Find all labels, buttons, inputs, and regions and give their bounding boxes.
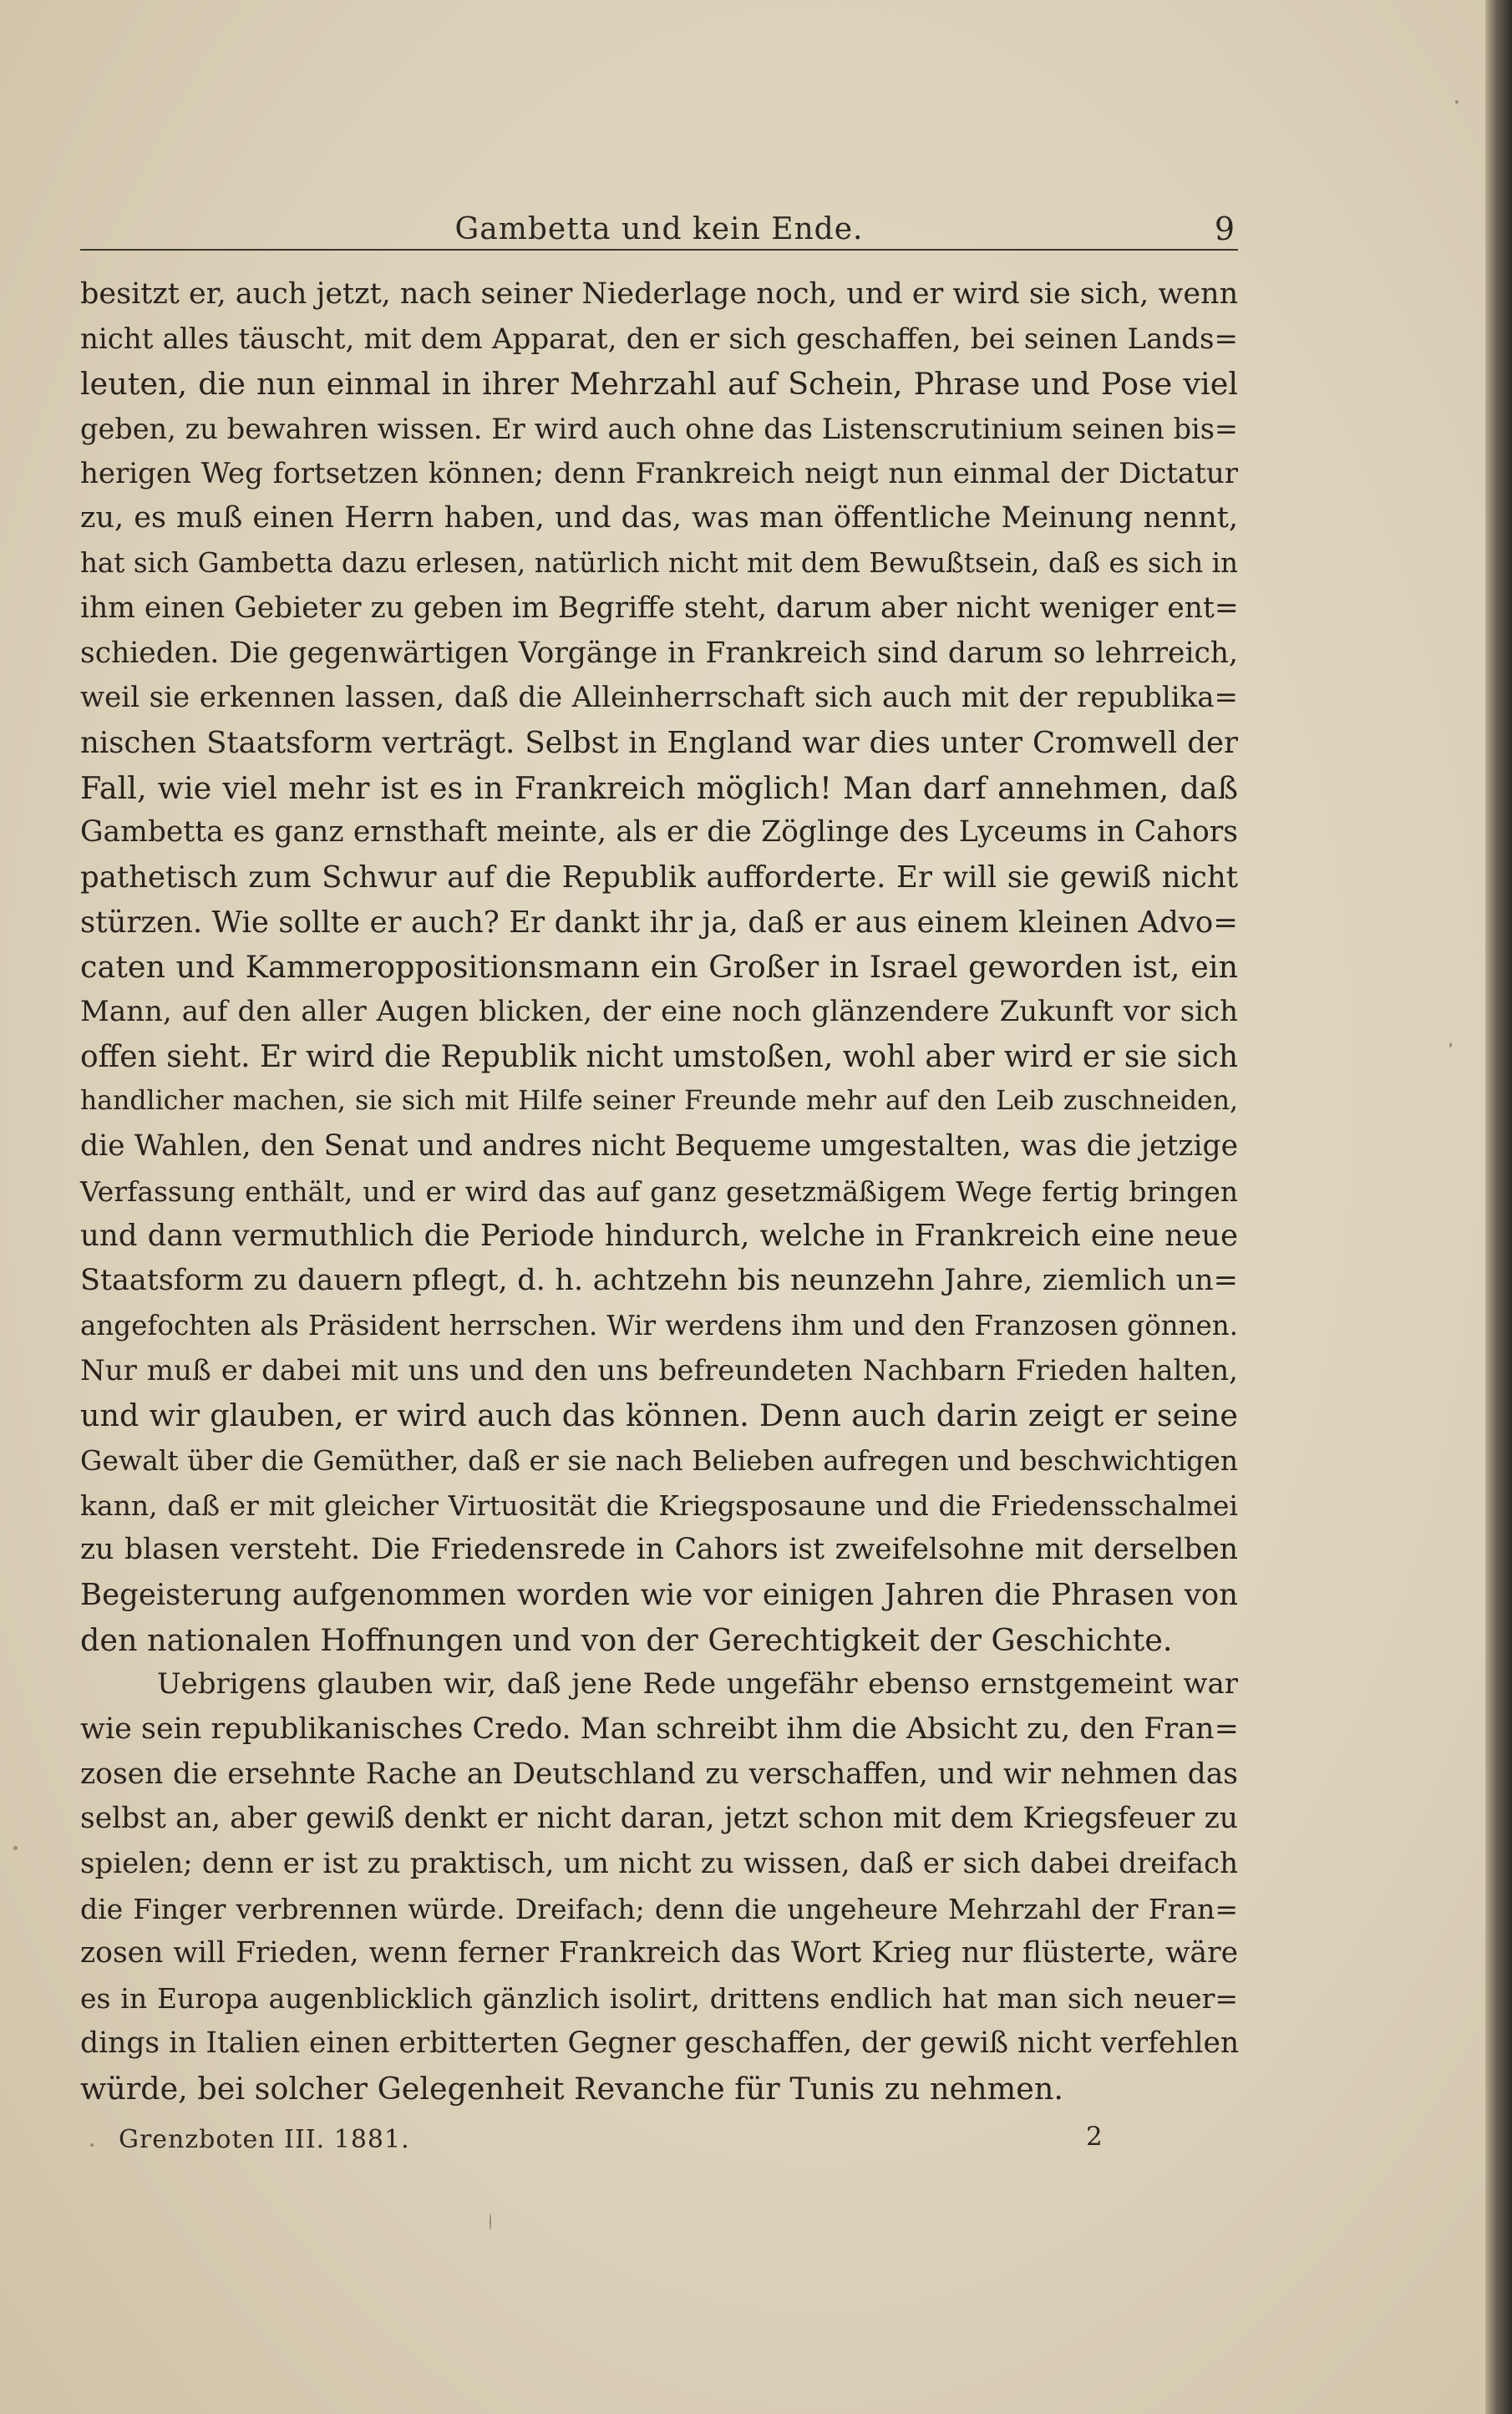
text-line: zosen will Frieden, wenn ferner Frankreich das Wort Krieg nur flüsterte, wäre (80, 1936, 1238, 1970)
text-line: zu, es muß einen Herrn haben, und das, was man öffentliche Meinung nennt, (80, 501, 1238, 535)
text-line: zu blasen versteht. Die Friedensrede in Cahors ist zweifelsohne mit derselben (80, 1533, 1238, 1567)
running-title: Gambetta und kein Ende. (454, 212, 864, 246)
text-line: besitzt er, auch jetzt, nach seiner Niederlage noch, und er wird sie sich, wenn (80, 277, 1239, 311)
text-line: pathetisch zum Schwur auf die Republik aufforderte. Er will sie gewiß nicht (80, 860, 1238, 895)
text-line: Fall, wie viel mehr ist es in Frankreich möglich! Man darf annehmen, daß (80, 769, 1238, 806)
text-line: hat sich Gambetta dazu erlesen, natürlich nicht mit dem Bewußtsein, daß es sich in (80, 547, 1238, 580)
text-line: die Finger verbrennen würde. Dreifach; denn die ungeheure Mehrzahl der Fran= (80, 1892, 1238, 1925)
text-line: stürzen. Wie sollte er auch? Er dankt ihr ja, daß er aus einem kleinen Advo= (80, 905, 1238, 940)
text-line: zosen die ersehnte Rache an Deutschland zu verschaffen, und wir nehmen das (80, 1757, 1238, 1791)
text-line: kann, daß er mit gleicher Virtuosität die Kriegsposaune und die Friedensschalmei (80, 1488, 1238, 1522)
text-line: Gewalt über die Gemüther, daß er sie nach Belieben aufregen und beschwichtigen (80, 1443, 1238, 1477)
page-number: 9 (1214, 210, 1235, 247)
text-line: weil sie erkennen lassen, daß die Alleinherrschaft sich auch mit der republika= (80, 681, 1238, 715)
printer-signature: Grenzboten III. 1881. (119, 2125, 410, 2154)
text-line: ihm einen Gebieter zu geben im Begriffe steht, darum aber nicht weniger ent= (80, 591, 1239, 625)
text-line: wie sein republikanisches Credo. Man schreibt ihm die Absicht zu, den Fran= (80, 1712, 1239, 1746)
text-line: und dann vermuthlich die Periode hindurch, welche in Frankreich eine neue (80, 1219, 1238, 1254)
text-line: es in Europa augenblicklich gänzlich isolirt, drittens endlich hat man sich neuer= (80, 1982, 1238, 2016)
text-line: Nur muß er dabei mit uns und den uns befreundeten Nachbarn Frieden halten, (80, 1353, 1238, 1387)
text-line: und wir glauben, er wird auch das können. Denn auch darin zeigt er seine (80, 1397, 1238, 1434)
text-line: nicht alles täuscht, mit dem Apparat, den er sich geschaffen, bei seinen Lands= (80, 322, 1238, 356)
text-line: herigen Weg fortsetzen können; denn Frankreich neigt nun einmal der Dictatur (80, 456, 1238, 490)
text-line: schieden. Die gegenwärtigen Vorgänge in Frankreich sind darum so lehrreich, (80, 636, 1238, 670)
text-line: würde, bei solcher Gelegenheit Revanche für Tunis zu nehmen. (80, 2070, 1063, 2107)
text-line: dings in Italien einen erbitterten Gegner geschaffen, der gewiß nicht verfehlen (80, 2026, 1240, 2060)
book-gutter-edge (1485, 0, 1512, 2414)
page-footer (119, 2122, 1121, 2162)
text-line: Gambetta es ganz ernsthaft meinte, als er die Zöglinge des Lyceums in Cahors (80, 815, 1238, 849)
text-line: Begeisterung aufgenommen worden wie vor einigen Jahren die Phrasen von (80, 1577, 1238, 1612)
text-line: die Wahlen, den Senat und andres nicht Bequeme umgestalten, was die jetzige (80, 1129, 1238, 1164)
text-line: den nationalen Hoffnungen und von der Gerechtigkeit der Geschichte. (80, 1621, 1173, 1658)
text-line: caten und Kammeroppositionsmann ein Großer in Israel geworden ist, ein (80, 949, 1238, 986)
text-line: Staatsform zu dauern pflegt, d. h. achtzehn bis neunzehn Jahre, ziemlich un= (80, 1264, 1238, 1298)
text-line: geben, zu bewahren wissen. Er wird auch ohne das Listenscrutinium seinen bis= (80, 413, 1238, 446)
text-line: Verfassung enthält, und er wird das auf ganz gesetzmäßigem Wege fertig bringen (80, 1174, 1238, 1208)
body-text (80, 272, 1238, 2111)
text-line: nischen Staatsform verträgt. Selbst in England war dies unter Cromwell der (80, 725, 1238, 760)
text-line-paragraph-start: Uebrigens glauben wir, daß jene Rede ungefähr ebenso ernstgemeint war (157, 1667, 1238, 1701)
sheet-number: 2 (1086, 2122, 1103, 2152)
text-line: offen sieht. Er wird die Republik nicht umstoßen, wohl aber wird er sie sich (80, 1039, 1238, 1074)
text-line: leuten, die nun einmal in ihrer Mehrzahl auf Schein, Phrase und Pose viel (80, 366, 1238, 403)
text-line: Mann, auf den aller Augen blicken, der eine noch glänzendere Zukunft vor sich (80, 995, 1238, 1028)
page-header (80, 207, 1238, 251)
text-line: angefochten als Präsident herrschen. Wir werdens ihm und den Franzosen gönnen. (80, 1309, 1238, 1341)
text-line: spielen; denn er ist zu praktisch, um nicht zu wissen, daß er sich dabei dreifach (80, 1847, 1238, 1881)
text-line: handlicher machen, sie sich mit Hilfe seiner Freunde mehr auf den Leib zuschneiden, (80, 1086, 1238, 1117)
text-line: selbst an, aber gewiß denkt er nicht daran, jetzt schon mit dem Kriegsfeuer zu (80, 1802, 1238, 1836)
